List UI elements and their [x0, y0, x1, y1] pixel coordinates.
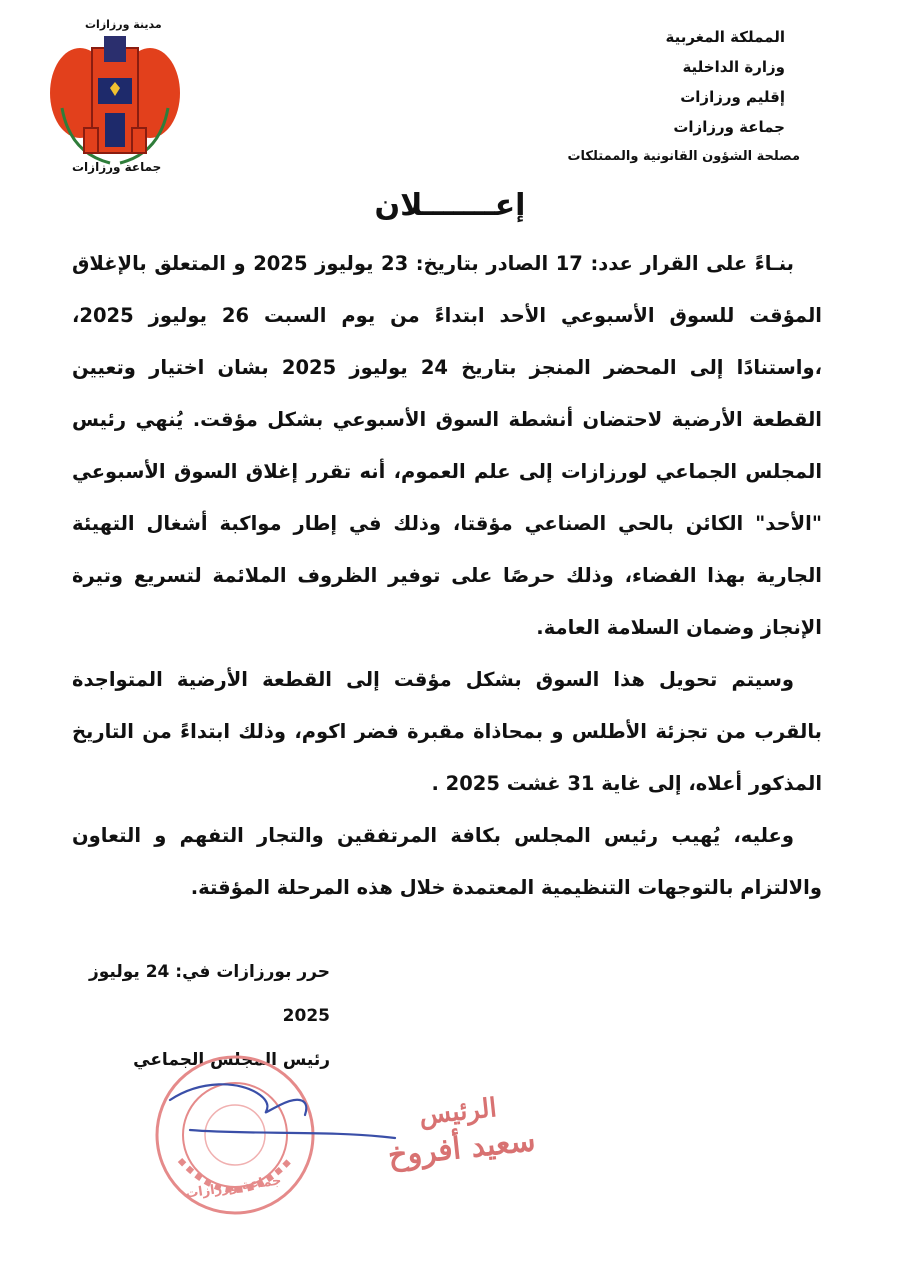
logo-caption-bottom: جماعة ورزازات [72, 160, 162, 174]
paragraph-relocation: وسيتم تحويل هذا السوق بشكل مؤقت إلى القطعة الأرضية المتواجدة بالقرب من تجزئة الأطلس و بمحاذاة مقبرة فضر اكوم، وذلك ابتداءً من التاريخ المذكور أعلاه، إلى غاية 31 غشت 2025 . [72, 668, 822, 795]
stamp-name: سعيد أفروخ [386, 1123, 538, 1174]
commune-logo [50, 18, 180, 183]
header-kingdom: المملكة المغربية [665, 28, 785, 46]
paragraph-decision: بنـاءً على القرار عدد: 17 الصادر بتاريخ: 23 يوليوز 2025 و المتعلق بالإغلاق المؤقت للسوق الأسبوعي الأحد ابتداءً من يوم السبت 26 يوليوز 2025، ،واستنادًا إلى المحضر المنجز بتاريخ 24 يوليوز 2025 بشان اختيار وتعيين القطعة الأرضية لاحتضان أنشطة السوق الأسبوعي بشكل مؤقت. يُنهي رئيس المجلس الجماعي لورزازات إلى علم العموم، أنه تقرر إغلاق السوق الأسبوعي "الأحد" الكائن بالحي الصناعي مؤقتا، وذلك في إطار مواكبة أشغال التهيئة الجارية بهذا الفضاء، وذلك حرصًا على توفير الظروف الملائمة لتسريع وتيرة الإنجاز وضمان السلامة العامة. [72, 252, 822, 639]
paragraph-appeal: وعليه، يُهيب رئيس المجلس بكافة المرتفقين والتجار التفهم و التعاون والالتزام بالتوجهات التنظيمية المعتمدة خلال هذه المرحلة المؤقتة. [72, 824, 822, 899]
document-title: إعـــــــلان [374, 188, 526, 223]
header-commune: جماعة ورزازات [673, 118, 785, 136]
logo-caption-top: مدينة ورزازات [85, 18, 162, 31]
header-department: مصلحة الشؤون القانونية والممتلكات [567, 149, 800, 164]
place-and-date: حرر بورزازات في: 24 يوليوز 2025 [88, 962, 330, 1026]
announcement-body [72, 238, 822, 914]
signatory-title: رئيس المجلس الجماعي [133, 1050, 330, 1070]
stamp-ring-text: جماعة ورزازات [184, 1173, 283, 1202]
official-header [567, 22, 800, 172]
header-ministry: وزارة الداخلية [682, 58, 785, 76]
header-province: إقليم ورزازات [680, 88, 785, 106]
stamp-title: الرئيس [417, 1093, 499, 1132]
